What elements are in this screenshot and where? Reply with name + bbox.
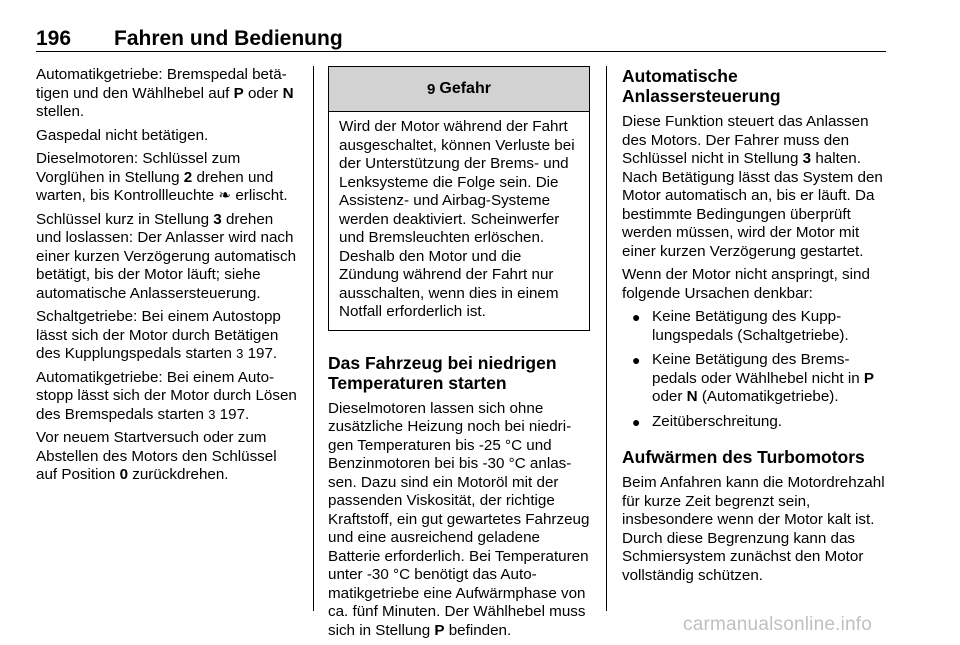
paragraph-turbo-warmup: Beim Anfahren kann die Motordrehzahl für kurze Zeit begrenzt sein, insbesondere wenn der Motor kalt ist. Durch diese Begrenzung kann das Schmiersystem zunächst den Motor vollständig schützen.	[622, 474, 885, 584]
paragraph-diesel-preheat: Dieselmotoren: Schlüssel zum Vorglühen in Stellung 2 drehen und warten, bis Kontrollleuchte ❧ erlischt.	[36, 150, 288, 204]
danger-warning-header	[329, 67, 589, 112]
paragraph-accelerator: Gaspedal nicht betätigen.	[36, 126, 209, 144]
danger-warning-body: Wird der Motor während der Fahrt ausgeschaltet, können Verluste bei der Unterstützung der Brems- und Lenksysteme die Folge sein. Die Assistenz- und Airbag-Systeme werden deaktiviert. Scheinwerfer und Bremsleuchten erlöschen. Deshalb den Motor und die Zündung während der Fahrt nur ausschalten, wenn dies in einem Notfall erforderlich ist.	[339, 118, 575, 320]
section-heading-turbo-warmup: Aufwärmen des Turbomotors	[622, 447, 865, 467]
paragraph-automatic-autostop: Automatikgetriebe: Bei einem Autostopp lässt sich der Motor durch Lösen des Bremspedals starten 3 197.	[36, 368, 297, 423]
bullet-icon: ●	[632, 352, 641, 368]
page-number: 196	[36, 27, 72, 50]
paragraph-key-turn: Schlüssel kurz in Stellung 3 drehen und loslassen: Der Anlasser wird nach einer kurzen Verzögerung automatisch betätigt, bis der Motor läuft; siehe automatische Anlassersteuerung.	[36, 210, 297, 302]
bullet-icon: ●	[632, 413, 641, 430]
warning-icon: 9	[427, 80, 436, 98]
list-item: ● Keine Betätigung des Bremspedals oder Wählhebel nicht in P oder N (Automatikgetriebe).	[632, 351, 875, 405]
page-title: Fahren und Bedienung	[114, 27, 343, 50]
danger-warning-box	[328, 66, 590, 331]
section-heading-cold-start: Das Fahrzeug bei niedrigen Temperaturen starten	[328, 352, 557, 393]
causes-list	[622, 308, 886, 431]
paragraph-automatic-brake: Automatikgetriebe: Bremspedal betätigen und den Wählhebel auf P oder N stellen.	[36, 66, 294, 120]
column-divider-left	[313, 66, 314, 611]
header-rule	[36, 51, 886, 52]
paragraph-cold-start: Dieselmotoren lassen sich ohne zusätzliche Heizung noch bei niedrigen Temperaturen bis -25 °C und Benzinmotoren bei bis -30 °C anlassen. Dazu sind ein Motoröl mit der passenden Viskosität, der richtige Kraftstoff, ein gut gewartetes Fahrzeug und eine ausreichend geladene Batterie erforderlich. Bei Temperaturen unter -30 °C benötigt das Automatikgetriebe eine Aufwärmphase von ca. fünf Minuten. Der Wählhebel muss sich in Stellung P befinden.	[328, 399, 590, 639]
page-header	[36, 28, 886, 50]
danger-warning-title: Gefahr	[439, 80, 491, 97]
column-divider-right	[606, 66, 607, 611]
list-item: ● Keine Betätigung des Kupplungspedals (Schaltgetriebe).	[632, 308, 849, 344]
column-middle	[328, 66, 590, 645]
paragraph-auto-starter: Diese Funktion steuert das Anlassen des Motors. Der Fahrer muss den Schlüssel nicht in Stellung 3 halten. Nach Betätigung lässt das System den Motor automatisch an, bis er läuft. Da bestimmte Bedingungen überprüft werden müssen, wird der Motor mit einer kurzen Verzögerung gestartet.	[622, 113, 883, 260]
paragraph-restart: Vor neuem Startversuch oder zum Abstellen des Motors den Schlüssel auf Position 0 zurückdrehen.	[36, 429, 277, 483]
paragraph-causes-intro: Wenn der Motor nicht anspringt, sind folgende Ursachen denkbar:	[622, 266, 870, 302]
paragraph-manual-autostop: Schaltgetriebe: Bei einem Autostopp lässt sich der Motor durch Betätigen des Kupplungspedals starten 3 197.	[36, 308, 281, 362]
column-left	[36, 66, 298, 490]
bullet-icon: ●	[632, 309, 641, 325]
section-heading-auto-starter: Automatische Anlassersteuerung	[622, 66, 781, 106]
glow-plug-icon: ❧	[218, 187, 232, 204]
page-reference-icon: 3	[208, 406, 216, 422]
list-item: ● Zeitüberschreitung.	[632, 412, 783, 430]
watermark: carmanualsonline.info	[683, 614, 873, 635]
column-right	[622, 66, 886, 590]
page-reference-icon: 3	[236, 346, 244, 361]
